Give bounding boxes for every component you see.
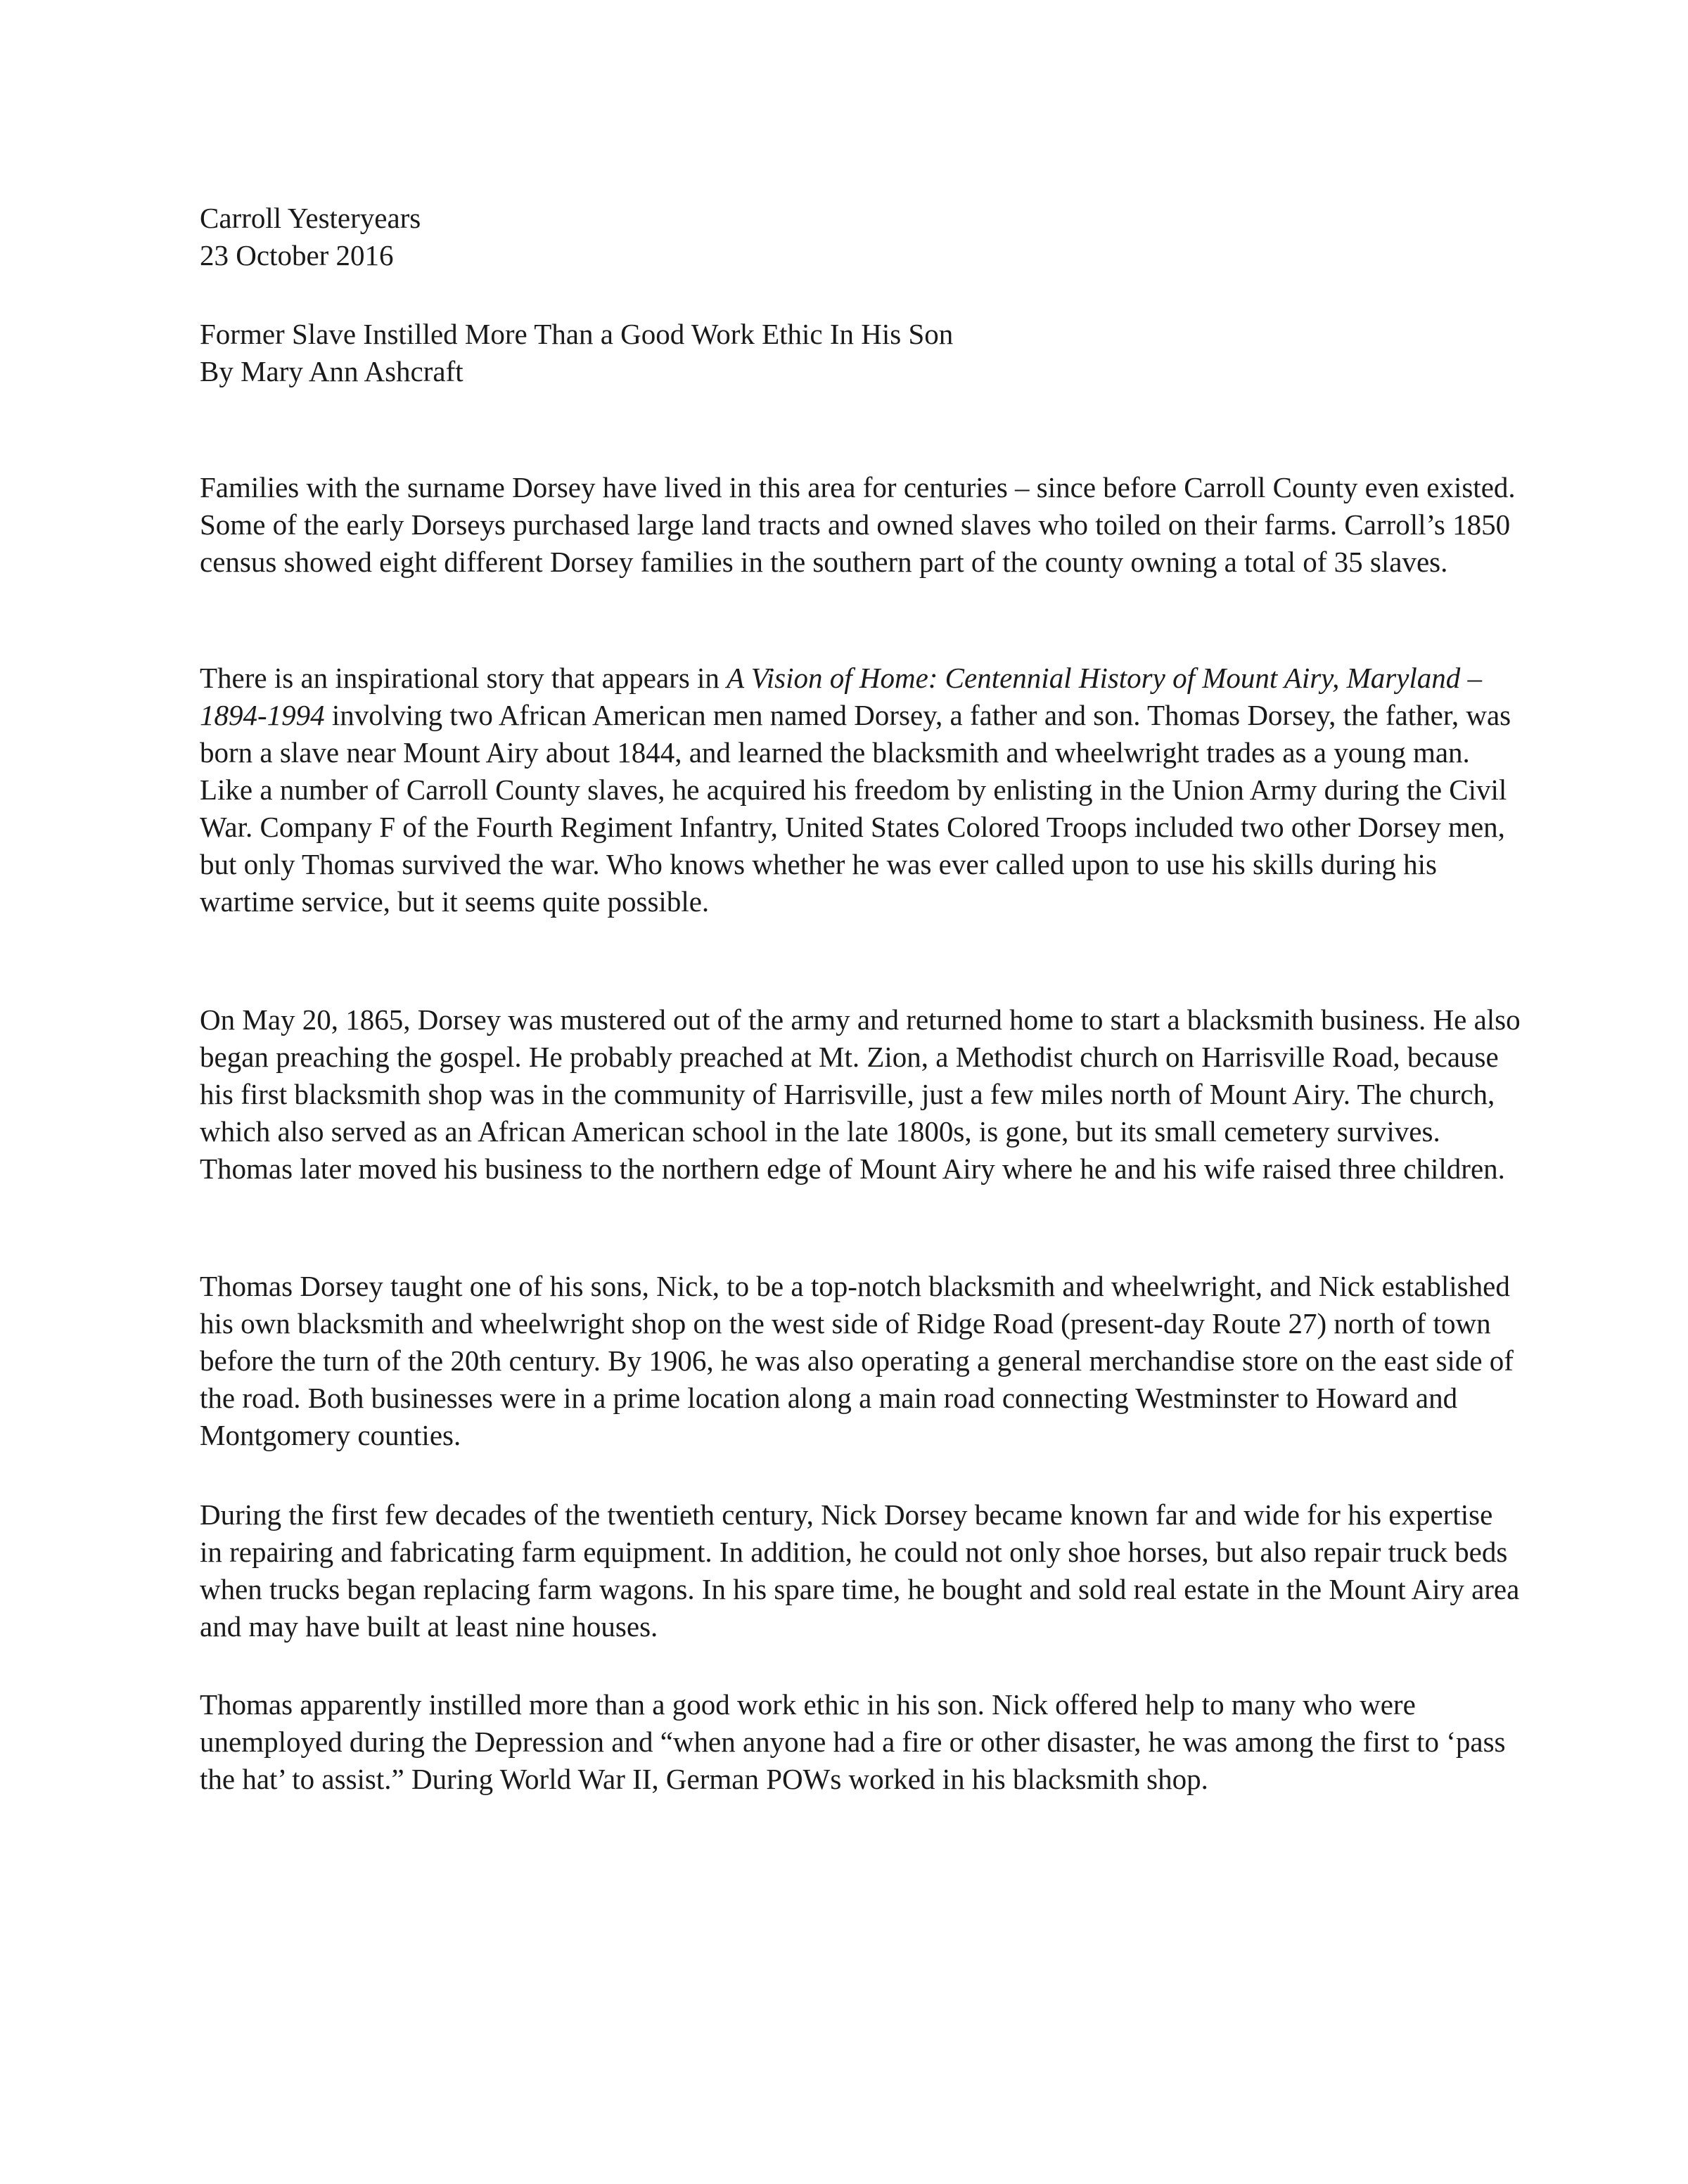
paragraph-6: Thomas apparently instilled more than a good work ethic in his son. Nick offered help to many who were unemployed during the Depression and “when anyone had a fire or other disaster, he was among the first to ‘pass the hat’ to assist.” During World War II, German POWs worked in his blacksmith shop. — [200, 1688, 1506, 1795]
paragraph-2-rest: involving two African American men named Dorsey, a father and son. Thomas Dorsey, the father, was born a slave near Mount Airy about 1844, and learned the blacksmith and wheelwright trades as a young man. Like a number of Carroll County slaves, he acquired his freedom by enlisting in the Union Army during the Civil War. Company F of the Fourth Regiment Infantry, United States Colored Troops included two other Dorsey men, but only Thomas survived the war. Who knows whether he was ever called upon to use his skills during his wartime service, but it seems quite possible. — [200, 699, 1511, 918]
article-byline: By Mary Ann Ashcraft — [200, 355, 463, 387]
publication-name: Carroll Yesteryears — [200, 202, 421, 234]
article-heading — [200, 316, 1522, 390]
paragraph-4: Thomas Dorsey taught one of his sons, Nick, to be a top-notch blacksmith and wheelwright, and Nick established his own blacksmith and wheelwright shop on the west side of Ridge Road (present-day Route 27) north of town before the turn of the 20th century. By 1906, he was also operating a general merchandise store on the east side of the road. Both businesses were in a prime location along a main road connecting Westminster to Howard and Montgomery counties. — [200, 1270, 1514, 1451]
book-title: A Vision of Home: Centennial History of Mount Airy, Maryland – 1894-1994 — [200, 662, 1483, 731]
paragraph-2 — [200, 660, 1522, 920]
paragraph-1: Families with the surname Dorsey have lived in this area for centuries – since before Carroll County even existed. Some of the early Dorseys purchased large land tracts and owned slaves who toiled on their farms. Carroll’s 1850 census showed eight different Dorsey families in the southern part of the county owning a total of 35 slaves. — [200, 471, 1516, 578]
paragraph-5: During the first few decades of the twentieth century, Nick Dorsey became known far and wide for his expertise in repairing and fabricating farm equipment. In addition, he could not only shoe horses, but also repair truck beds when trucks began replacing farm wagons. In his spare time, he bought and sold real estate in the Mount Airy area and may have built at least nine houses. — [200, 1498, 1520, 1643]
article-title: Former Slave Instilled More Than a Good Work Ethic In His Son — [200, 318, 954, 350]
paragraph-2-lead: There is an inspirational story that appears in — [200, 662, 727, 694]
paragraph-3: On May 20, 1865, Dorsey was mustered out of the army and returned home to start a blacksmith business. He also began preaching the gospel. He probably preached at Mt. Zion, a Methodist church on Harrisville Road, because his first blacksmith shop was in the community of Harrisville, just a few miles north of Mount Airy. The church, which also served as an African American school in the late 1800s, is gone, but its small cemetery survives. Thomas later moved his business to the northern edge of Mount Airy where he and his wife raised three children. — [200, 1003, 1521, 1185]
publication-date: 23 October 2016 — [200, 239, 394, 271]
header-block — [200, 200, 1522, 274]
